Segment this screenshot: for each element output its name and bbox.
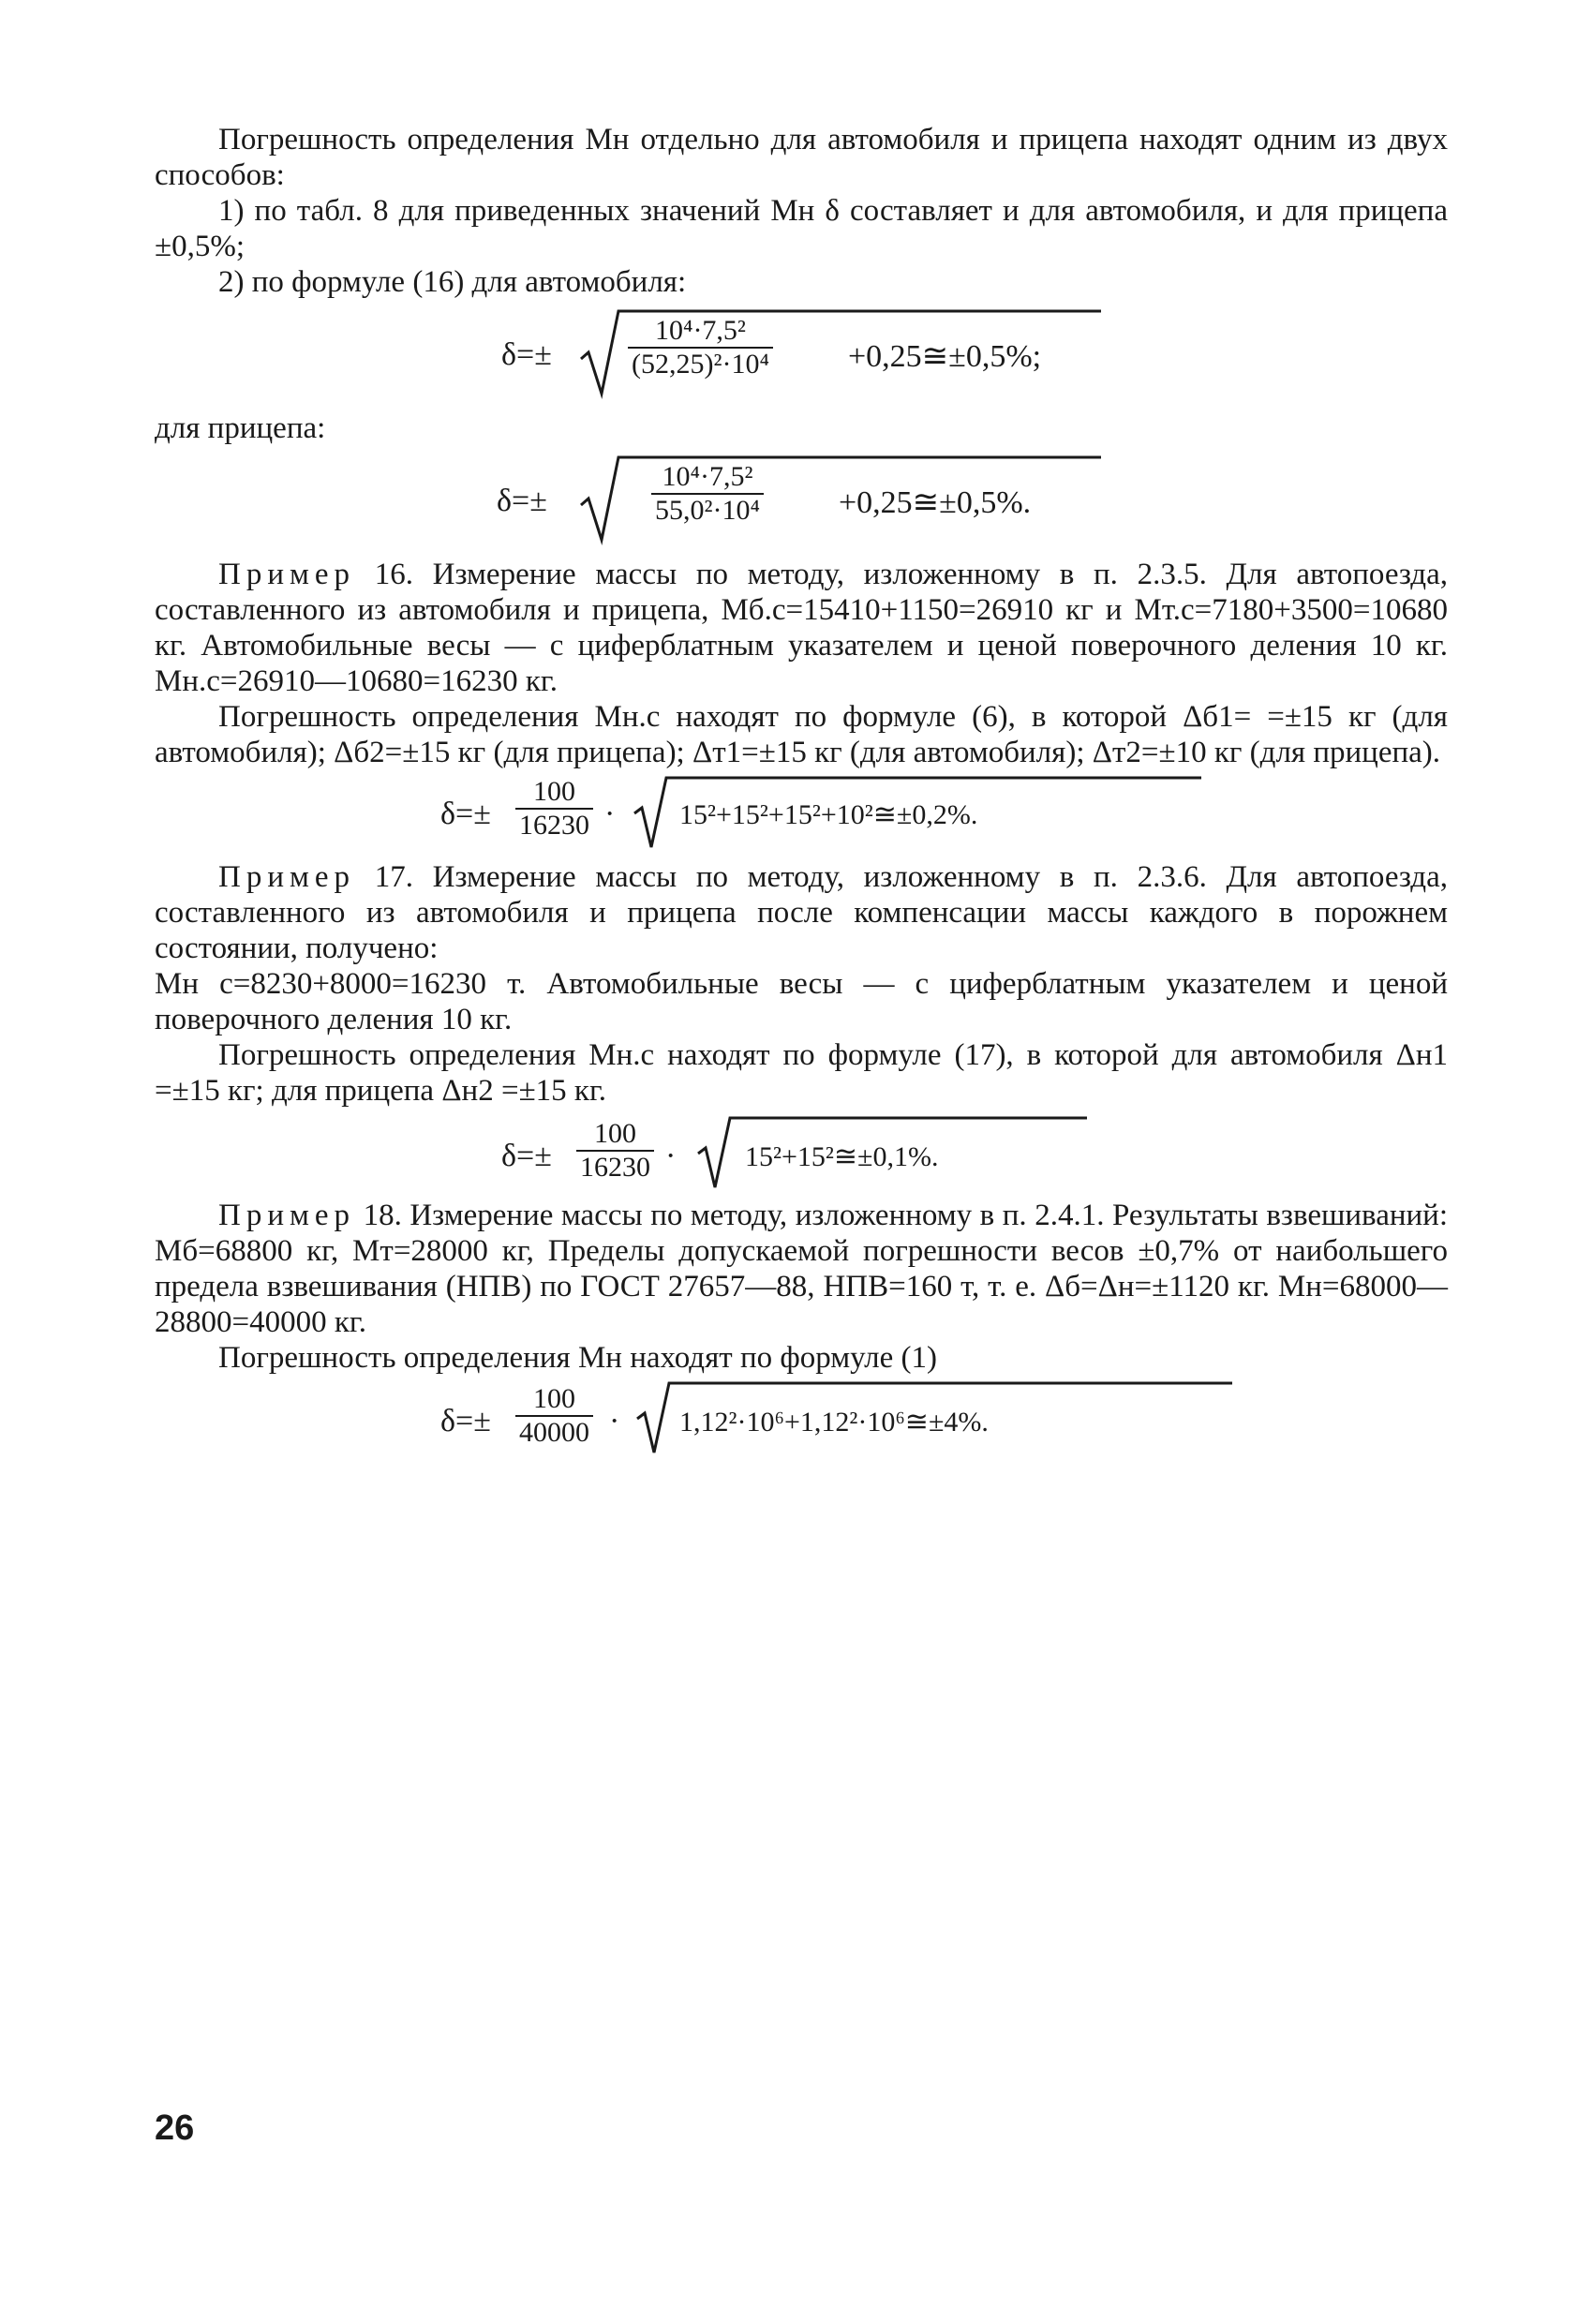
- radical-content: 15²+15²+15²+10²≅±0,2%.: [679, 799, 978, 830]
- radical-content: 1,12²·10⁶+1,12²·10⁶≅±4%.: [679, 1407, 989, 1438]
- fraction-numerator: 100: [533, 776, 575, 807]
- formula-fraction: [515, 776, 593, 842]
- paragraph-example-16: [155, 557, 1448, 699]
- document-page: [155, 122, 1448, 1465]
- fraction-denominator: 40000: [515, 1415, 593, 1449]
- paragraph-intro: Погрешность определения Mн отдельно для автомобиля и прицепа находят одним из двух способов:: [155, 123, 1448, 192]
- formula-vehicle: [155, 300, 1448, 410]
- paragraph-error-16: Погрешность определения Mн.с находят по формуле (6), в которой Δб1= =±15 кг (для автомобиля); Δб2=±15 кг (для прицепа); Δт1=±15 кг (для автомобиля); Δт2=±10 кг (для прицепа).: [155, 700, 1448, 769]
- example-label: Пример: [218, 1199, 356, 1232]
- formula-lhs: δ=±: [501, 337, 552, 372]
- formula-fraction: [628, 315, 773, 380]
- formula-rest: +0,25≅±0,5%.: [839, 485, 1032, 520]
- paragraph-method-2: 2) по формуле (16) для автомобиля:: [218, 265, 687, 299]
- formula-dot: ·: [609, 1404, 620, 1438]
- paragraph-method-1: 1) по табл. 8 для приведенных значений Mн δ составляет и для автомобиля, и для прицепа ±0,5%;: [155, 194, 1448, 263]
- formula-trailer: [155, 446, 1448, 557]
- paragraph-mass-17: Mн с=8230+8000=16230 т. Автомобильные весы — с циферблатным указателем и ценой поверочного деления 10 кг.: [155, 967, 1448, 1036]
- fraction-numerator: 10⁴·7,5²: [654, 315, 746, 346]
- formula-example-17: [155, 1109, 1448, 1198]
- paragraph-example-18: [155, 1198, 1448, 1340]
- fraction-denominator: 16230: [576, 1150, 654, 1184]
- example-18-text: 18. Измерение массы по методу, изложенному в п. 2.4.1. Результаты взвешиваний: Mб=68800 кг, Mт=28000 кг, Пределы допускаемой погрешности весов ±0,7% от наибольшего предела взвешивания (НПВ) по ГОСТ 27657—88, НПВ=160 т, т. е. Δб=Δн=±1120 кг. Mн=68000—28800=40000 кг.: [155, 1199, 1448, 1339]
- example-label: Пример: [218, 860, 356, 894]
- formula-lhs: δ=±: [440, 1404, 491, 1438]
- fraction-numerator: 100: [594, 1118, 636, 1149]
- example-label: Пример: [218, 558, 356, 591]
- formula-lhs: δ=±: [440, 797, 491, 831]
- fraction-denominator: 16230: [515, 808, 593, 842]
- formula-dot: ·: [604, 797, 616, 831]
- formula-fraction: [515, 1383, 593, 1449]
- paragraph-error-18: Погрешность определения Mн находят по формуле (1): [218, 1341, 938, 1375]
- formula-dot: ·: [665, 1139, 677, 1173]
- formula-example-18: [155, 1376, 1448, 1465]
- radical-content: 15²+15²≅±0,1%.: [745, 1141, 939, 1172]
- paragraph-example-17: [155, 859, 1448, 966]
- formula-fraction: [576, 1118, 654, 1184]
- formula-fraction: [651, 461, 764, 527]
- formula-example-16: [155, 770, 1448, 859]
- fraction-denominator: (52,25)²·10⁴: [628, 347, 773, 380]
- example-17-text: 17. Измерение массы по методу, изложенному в п. 2.3.6. Для автопоезда, составленного из автомобиля и прицепа после компенсации массы каждого в порожнем состоянии, получено:: [155, 860, 1448, 965]
- formula-lhs: δ=±: [497, 484, 547, 518]
- paragraph-error-17: Погрешность определения Mн.с находят по формуле (17), в которой для автомобиля Δн1 =±15 кг; для прицепа Δн2 =±15 кг.: [155, 1038, 1448, 1108]
- page-number: 26: [155, 2108, 195, 2148]
- fraction-numerator: 10⁴·7,5²: [662, 461, 753, 492]
- paragraph-trailer: для прицепа:: [155, 411, 326, 445]
- example-16-text: 16. Измерение массы по методу, изложенному в п. 2.3.5. Для автопоезда, составленного из автомобиля и прицепа, Mб.с=15410+1150=26910 кг и Mт.с=7180+3500=10680 кг. Автомобильные весы — с циферблатным указателем и ценой поверочного деления 10 кг. Mн.с=26910—10680=16230 кг.: [155, 558, 1448, 698]
- fraction-denominator: 55,0²·10⁴: [651, 493, 764, 527]
- formula-lhs: δ=±: [501, 1139, 552, 1173]
- fraction-numerator: 100: [533, 1383, 575, 1414]
- formula-rest: +0,25≅±0,5%;: [848, 339, 1042, 374]
